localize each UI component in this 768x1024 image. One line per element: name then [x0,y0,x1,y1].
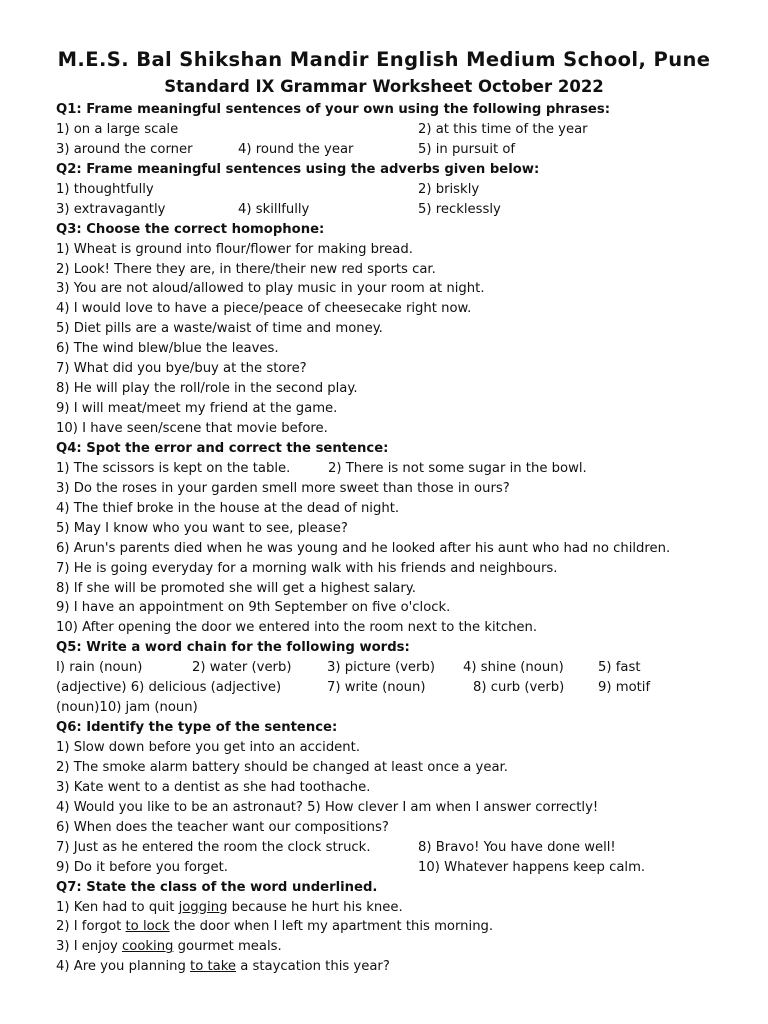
q6-row [56,858,756,878]
q5-row [56,678,756,698]
q3-item: 8) He will play the roll/role in the second play. [56,381,358,397]
q5-row [56,658,756,678]
q5-word: 3) picture (verb) [327,660,435,676]
q3-item: 2) Look! There they are, in there/their new red sports car. [56,261,436,277]
q3-item: 5) Diet pills are a waste/waist of time and money. [56,321,383,337]
underlined-word: to lock [125,919,170,935]
q4-row [56,459,756,479]
q3-item: 6) The wind blew/blue the leaves. [56,341,279,357]
worksheet-title: Standard IX Grammar Worksheet October 2022 [164,77,604,96]
q4-item: 2) There is not some sugar in the bowl. [328,460,587,476]
q5-word: 5) fast [598,660,641,676]
q7-text: gourmet meals. [173,939,282,955]
q2-row [56,200,756,220]
q1-row [56,140,756,160]
q3-item: 7) What did you bye/buy at the store? [56,361,307,377]
q5-word: 9) motif [598,680,651,696]
q4-item: 1) The scissors is kept on the table. [56,460,291,476]
q4-item: 10) After opening the door we entered into the room next to the kitchen. [56,620,538,636]
q6-item: 8) Bravo! You have done well! [418,839,616,855]
q4-item: 7) He is going everyday for a morning walk with his friends and neighbours. [56,560,558,576]
q6-heading: Q6: Identify the type of the sentence: [56,720,338,736]
q5-word: 7) write (noun) [327,680,426,696]
q1-item: 4) round the year [238,141,354,157]
q2-item: 2) briskly [418,181,480,197]
q4-item: 5) May I know who you want to see, please? [56,520,348,536]
q3-item: 3) You are not aloud/allowed to play music in your room at night. [56,281,485,297]
q4-item: 8) If she will be promoted she will get a highest salary. [56,580,416,596]
q6-item: 3) Kate went to a dentist as she had toothache. [56,779,371,795]
q2-heading: Q2: Frame meaningful sentences using the adverbs given below: [56,161,540,177]
q4-item: 9) I have an appointment on 9th September on five o'clock. [56,600,451,616]
underlined-word: cooking [122,939,174,955]
q7-text: the door when I left my apartment this morning. [169,919,494,935]
q5-word: I) rain (noun) [56,660,143,676]
q4-item: 4) The thief broke in the house at the dead of night. [56,500,400,516]
q1-item: 2) at this time of the year [418,121,588,137]
q1-item: 5) in pursuit of [418,141,516,157]
q5-word: 8) curb (verb) [473,680,565,696]
q6-item: 4) Would you like to be an astronaut? 5) How clever I am when I answer correctly! [56,799,599,815]
q1-item: 3) around the corner [56,141,193,157]
q3-item: 10) I have seen/scene that movie before. [56,421,328,436]
q7-item [56,898,756,918]
q1-row [56,120,756,140]
q5-heading: Q5: Write a word chain for the following words: [56,640,410,656]
q6-item: 1) Slow down before you get into an accident. [56,740,361,755]
q5-word: (noun)10) jam (noun) [56,700,198,716]
school-name: M.E.S. Bal Shikshan Mandir English Medium School, Pune [57,48,711,71]
q6-item: 7) Just as he entered the room the clock struck. [56,839,371,855]
q7-text: 1) Ken had to quit [56,899,179,915]
q5-word: 4) shine (noun) [463,660,564,676]
q3-item: 1) Wheat is ground into flour/flower for making bread. [56,241,413,257]
q1-heading: Q1: Frame meaningful sentences of your own using the following phrases: [56,102,610,117]
q7-heading: Q7: State the class of the word underlined. [56,879,378,895]
q7-text: 4) Are you planning [56,959,191,975]
q7-text: a staycation this year? [236,959,390,975]
q2-item: 5) recklessly [418,201,501,217]
q7-text: because he hurt his knee. [227,899,403,915]
q4-item: 3) Do the roses in your garden smell more sweet than those in ours? [56,480,510,496]
q7-item [56,917,756,937]
q2-item: 1) thoughtfully [56,181,154,197]
q3-item: 9) I will meat/meet my friend at the game. [56,401,338,417]
worksheet-body [56,100,756,977]
q6-item: 2) The smoke alarm battery should be changed at least once a year. [56,759,508,775]
q3-item: 4) I would love to have a piece/peace of cheesecake right now. [56,301,472,317]
q4-item: 6) Arun's parents died when he was young and he looked after his aunt who had no children. [56,540,671,556]
q3-heading: Q3: Choose the correct homophone: [56,221,325,237]
q2-item: 3) extravagantly [56,201,166,217]
q6-item: 9) Do it before you forget. [56,859,228,875]
underlined-word: jogging [178,899,228,915]
q6-item: 10) Whatever happens keep calm. [418,859,646,875]
q6-row [56,838,756,858]
q5-word: 2) water (verb) [192,660,292,676]
underlined-word: to take [190,959,236,975]
q7-text: 3) I enjoy [56,939,123,955]
q7-text: 2) I forgot [56,919,126,935]
q2-row [56,180,756,200]
q2-item: 4) skillfully [238,201,310,217]
q4-heading: Q4: Spot the error and correct the sentence: [56,440,389,456]
q1-item: 1) on a large scale [56,121,179,137]
q5-word: (adjective) 6) delicious (adjective) [56,680,282,696]
q7-item [56,937,756,957]
q6-item: 6) When does the teacher want our compositions? [56,819,389,835]
q7-item [56,957,756,977]
